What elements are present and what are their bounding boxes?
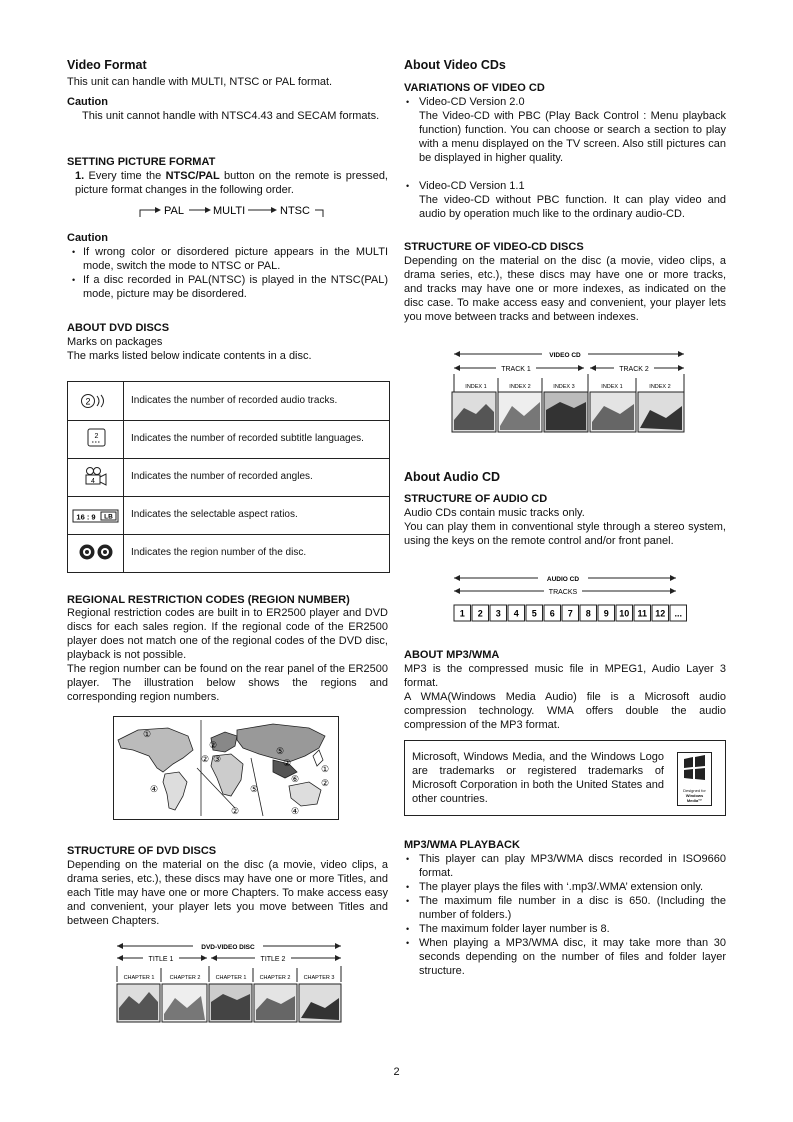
playback-title: MP3/WMA PLAYBACK [404,839,520,851]
vcd-v11-label: • Video-CD Version 1.1 [404,179,726,193]
vcd-variations-title: VARIATIONS OF VIDEO CD [404,82,545,94]
svg-text:④: ④ [291,806,300,816]
playback-bullet: • The maximum folder layer number is 8. [404,922,726,936]
mark-row-text: Indicates the number of recorded audio tracks. [131,395,338,406]
audio-track-number: 10 [619,608,630,619]
mark-row-text: Indicates the number of recorded subtitle languages. [131,433,364,444]
audio-tracks-icon [78,392,114,410]
dvd-title-label: TITLE 2 [260,956,286,963]
mp3wma-p1: MP3 is the compressed music file in MPEG1, Audio Layer 3 format. [404,663,726,689]
format-cycle-diagram [135,200,330,222]
region-map [113,716,339,820]
audio-track-number: ... [674,608,683,619]
audio-track-number: 6 [549,608,555,619]
structure-vcd-title: STRUCTURE OF VIDEO-CD DISCS [404,241,584,253]
vcd-index-label: INDEX 2 [649,384,671,390]
regional-p1: Regional restriction codes are built in to ER2500 player and DVD discs for each sales region. If the regional code of the ER2500 player does not match one of the regional codes of the DVD disc, playback is not possible. [67,607,388,661]
aspect-ratio-icon [72,508,120,524]
region-icon [78,543,114,561]
setting-step [75,169,388,197]
caution-bullet: • If wrong color or disordered picture appears in the MULTI mode, switch the mode to NTSC or PAL. [70,245,388,273]
subtitle-icon [86,427,108,449]
about-vcd-title: About Video CDs [404,58,506,72]
dvd-fig-title: DVD-VIDEO DISC [201,944,255,951]
vcd-index-label: INDEX 1 [465,384,487,390]
index-thumbnails [452,392,684,432]
logo-text-b: Windows Media™ [685,793,704,803]
audio-fig-tracks: TRACKS [548,589,578,596]
vcd-track-label: TRACK 2 [619,366,649,373]
svg-text:⑤: ⑤ [276,746,285,756]
vcd-fig-title: VIDEO CD [549,352,581,359]
audio-fig-title: AUDIO CD [546,576,580,583]
caution-bullets [70,245,388,301]
dvd-chapter-label: CHAPTER 1 [123,975,155,981]
logo-text-a: Designed for [683,788,706,793]
regional-title: REGIONAL RESTRICTION CODES (REGION NUMBER) [67,594,350,606]
video-format-text: This unit can handle with MULTI, NTSC or PAL format. [67,76,333,88]
cycle-multi: MULTI [213,205,246,217]
vcd-structure-diagram [450,348,690,434]
vcd-track-label: TRACK 1 [501,366,531,373]
svg-text:⑤: ⑤ [250,784,259,794]
step-text-pre: Every time the [88,170,166,182]
audio-track-number: 2 [477,608,483,619]
page-number: 2 [393,1066,400,1078]
svg-text:④: ④ [150,784,159,794]
vcd-index-label: INDEX 1 [601,384,623,390]
structure-dvd-text: Depending on the material on the disc (a movie, video clips, a drama series, etc.), these discs may have one or more Titles, and each Title may have one or more Chapters. To make access easy and convenient, your player lets you move between Titles and between Chapters. [67,859,388,927]
audio-track-number: 8 [585,608,591,619]
about-audio-title: About Audio CD [404,470,501,484]
audio-p1: Audio CDs contain music tracks only. [404,507,585,519]
trademark-box [404,740,726,816]
caution-text: This unit cannot handle with NTSC4.43 and SECAM formats. [82,110,380,122]
setting-picture-title: SETTING PICTURE FORMAT [67,156,216,168]
audio-track-boxes [454,605,687,621]
audio-track-number: 5 [531,608,537,619]
mark-row-text: Indicates the number of recorded angles. [131,471,313,482]
audio-track-number: 1 [459,608,465,619]
svg-text:②: ② [283,758,292,768]
vcd-v20-text: The Video-CD with PBC (Play Back Control : Menu playback function) function. You can choose or search a section to play with a menu displayed on the TV screen. Also still pictures can be displayed in higher quality. [419,110,726,164]
dvd-chapter-label: CHAPTER 3 [303,975,335,981]
about-dvd-line1: Marks on packages [67,336,163,348]
step-button-name: NTSC/PAL [165,170,220,182]
cycle-pal: PAL [164,205,184,217]
svg-text:2: 2 [85,396,91,407]
mark-row-text: Indicates the selectable aspect ratios. [131,509,298,520]
svg-text:①: ① [321,764,330,774]
video-format-title: Video Format [67,58,147,72]
marks-table [67,381,390,573]
audio-track-number: 12 [655,608,666,619]
vcd-v20-label: • Video-CD Version 2.0 [404,95,726,109]
chapter-thumbnails [117,984,341,1022]
mark-row-text: Indicates the region number of the disc. [131,547,307,558]
playback-bullet: • The maximum file number in a disc is 650. (Including the number of folders.) [404,894,726,922]
dvd-chapter-label: CHAPTER 1 [215,975,247,981]
about-dvd-title: ABOUT DVD DISCS [67,322,170,334]
svg-text:4: 4 [91,478,95,485]
mp3wma-p2: A WMA(Windows Media Audio) file is a Microsoft audio compression technology. WMA offers double the audio compression of the MP3 format. [404,691,726,731]
playback-bullets [404,852,726,978]
svg-text:②: ② [201,754,210,764]
caution-bullet: • If a disc recorded in PAL(NTSC) is played in the NTSC(PAL) mode, picture may be disordered. [70,273,388,301]
dvd-chapter-label: CHAPTER 2 [169,975,201,981]
audio-track-number: 7 [567,608,573,619]
audio-track-number: 3 [495,608,501,619]
structure-vcd-text: Depending on the material on the disc (a movie, video clips, a drama series, etc.), these discs may have one or more tracks, and tracks may have one or more indexes, as indicated on the disc case. To make access easy and convenient, your player lets you move between tracks and between indexes. [404,255,726,323]
svg-text:②: ② [209,740,218,750]
dvd-title-label: TITLE 1 [148,956,174,963]
svg-text:⑥: ⑥ [291,774,300,784]
audio-track-number: 9 [603,608,609,619]
step-text-post: button on the remote is pressed, picture format changes in the following order. [75,170,388,196]
playback-bullet: • When playing a MP3/WMA disc, it may take more than 30 seconds depending on the number of files and folder layer structure. [404,936,726,978]
windows-flag-icon [678,753,711,783]
vcd-variations [404,95,726,221]
structure-dvd-title: STRUCTURE OF DVD DISCS [67,845,217,857]
regional-p2: The region number can be found on the rear panel of the ER2500 player. The illustration below shows the regions and corresponding region numbers. [67,663,388,703]
audio-track-number: 4 [513,608,519,619]
trademark-text: Microsoft, Windows Media, and the Windows Logo are trademarks or registered trademarks of Microsoft Corporation in both the United States and other countries. [412,751,664,805]
svg-text:LB: LB [104,513,113,521]
svg-text:②: ② [231,806,240,816]
mp3wma-title: ABOUT MP3/WMA [404,649,500,661]
vcd-index-label: INDEX 2 [509,384,531,390]
svg-text:②: ② [321,778,330,788]
svg-text:16 : 9: 16 : 9 [76,512,96,522]
audio-p2: You can play them in conventional style through a stereo system, using the keys on the remote control and/or front panel. [404,521,726,547]
dvd-structure-diagram [115,938,343,1026]
about-dvd-line2: The marks listed below indicate contents in a disc. [67,350,312,362]
svg-text:①: ① [143,729,152,739]
audio-structure-title: STRUCTURE OF AUDIO CD [404,493,548,505]
svg-text:2: 2 [94,433,99,440]
vcd-v11-text: The video-CD without PBC function. It can play video and audio by operation much like to the ordinary audio-CD. [419,194,726,220]
svg-text:③: ③ [213,754,222,764]
audio-cd-diagram [450,570,683,626]
step-number: 1. [75,170,85,182]
caution-label-2: Caution [67,232,108,244]
caution-label: Caution [67,96,108,108]
vcd-index-label: INDEX 3 [553,384,575,390]
playback-bullet: • This player can play MP3/WMA discs recorded in ISO9660 format. [404,852,726,880]
audio-track-number: 11 [637,608,648,619]
dvd-chapter-label: CHAPTER 2 [259,975,291,981]
cycle-ntsc: NTSC [280,205,310,217]
camera-angle-icon [83,466,109,488]
windows-media-logo [677,752,712,806]
playback-bullet: • The player plays the files with ‘.mp3/.WMA’ extension only. [404,880,726,894]
